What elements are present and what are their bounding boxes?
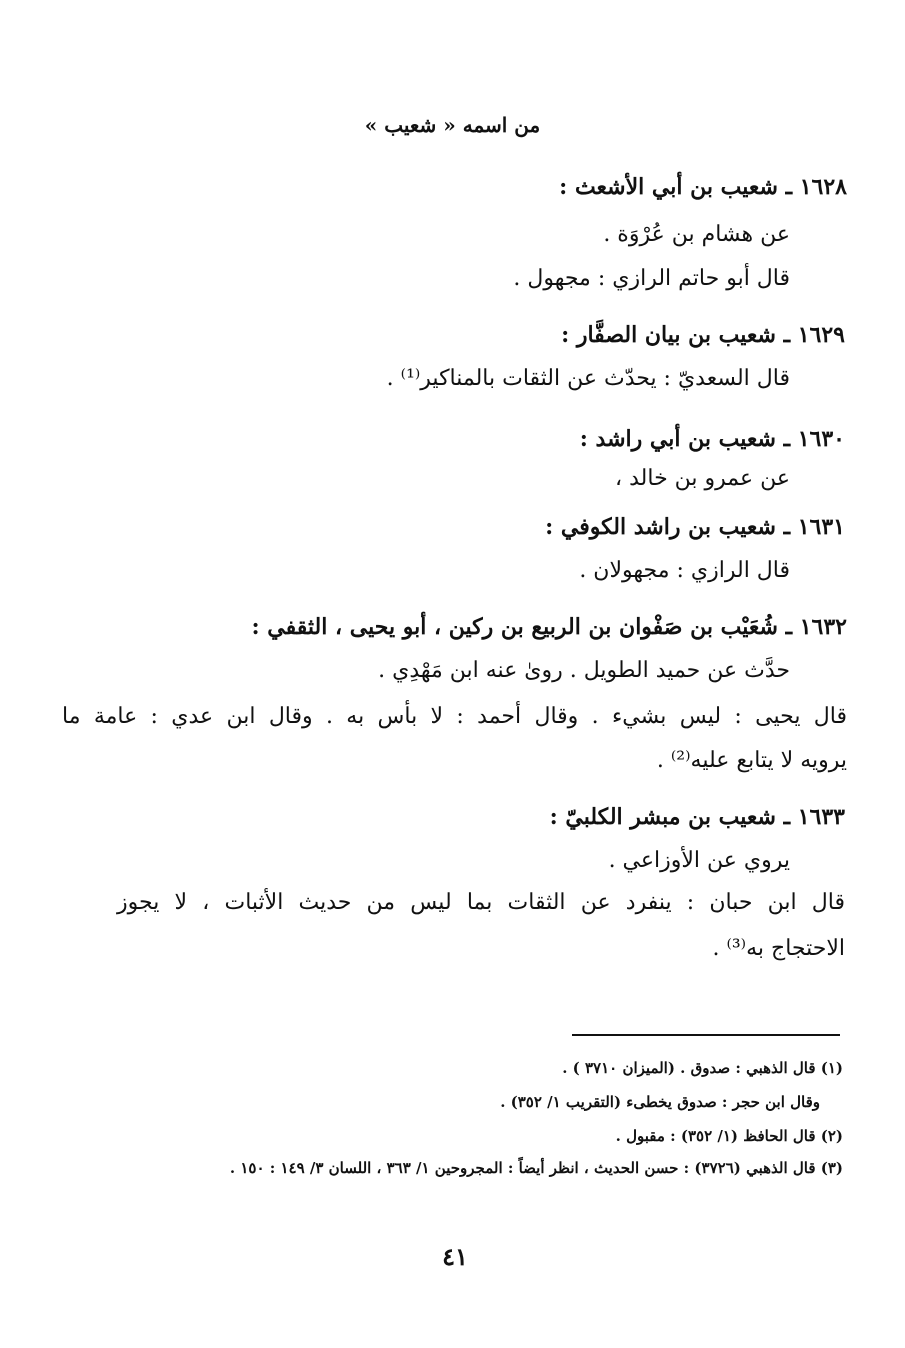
footnote: (٢) قال الحافظ (١/ ٣٥٢) : مقبول . [615,1127,843,1145]
entry-line: حدَّث عن حميد الطويل . روىٰ عنه ابن مَهْدِي . [378,658,790,683]
footnote-separator [572,1034,840,1036]
entry-heading: ١٦٢٨ ـ شعيب بن أبي الأشعث : [559,174,847,200]
footnote: (١) قال الذهبي : صدوق . (الميزان ٣٧١٠ ) . [562,1059,843,1077]
entry-line: يرويه لا يتابع عليه⁽²⁾ . [656,748,847,773]
entry-heading: ١٦٣٣ ـ شعيب بن مبشر الكلبيّ : [549,804,845,830]
entry-heading: ١٦٣٢ ـ شُعَيْب بن صَفْوان بن الربيع بن ركين ، أبو يحيى ، الثقفي : [251,614,847,640]
entry-line: يروي عن الأوزاعي . [608,848,790,873]
entry-line: عن عمرو بن خالد ، [615,466,790,491]
section-title: من اسمه « شعيب » [364,113,541,137]
entry-heading: ١٦٣١ ـ شعيب بن راشد الكوفي : [545,514,845,540]
footnote: وقال ابن حجر : صدوق يخطىء (التقريب ١/ ٣٥٢) . [500,1093,820,1111]
entry-line: قال الرازي : مجهولان . [579,558,790,583]
entry-line: قال يحيى : ليس بشيء . وقال أحمد : لا بأس به . وقال ابن عدي : عامة ما [62,704,847,729]
footnote: (٣) قال الذهبي (٣٧٢٦) : حسن الحديث ، انظر أيضاً : المجروحين ١/ ٣٦٣ ، اللسان ٣/ ١٤٩ : ١٥٠ . [229,1159,843,1177]
entry-line: قال أبو حاتم الرازي : مجهول . [513,266,790,291]
entry-line: الاحتجاج به⁽³⁾ . [712,936,845,961]
entry-line: قال السعديّ : يحدّث عن الثقات بالمناكير⁽¹⁾ . [386,366,790,391]
entry-heading: ١٦٢٩ ـ شعيب بن بيان الصفَّار : [561,322,845,348]
entry-heading: ١٦٣٠ ـ شعيب بن أبي راشد : [579,426,845,452]
entry-line: قال ابن حبان : ينفرد عن الثقات بما ليس من حديث الأثبات ، لا يجوز [117,890,845,915]
entry-line: عن هشام بن عُرْوَة . [603,222,790,247]
page-number: ٤١ [442,1242,468,1271]
